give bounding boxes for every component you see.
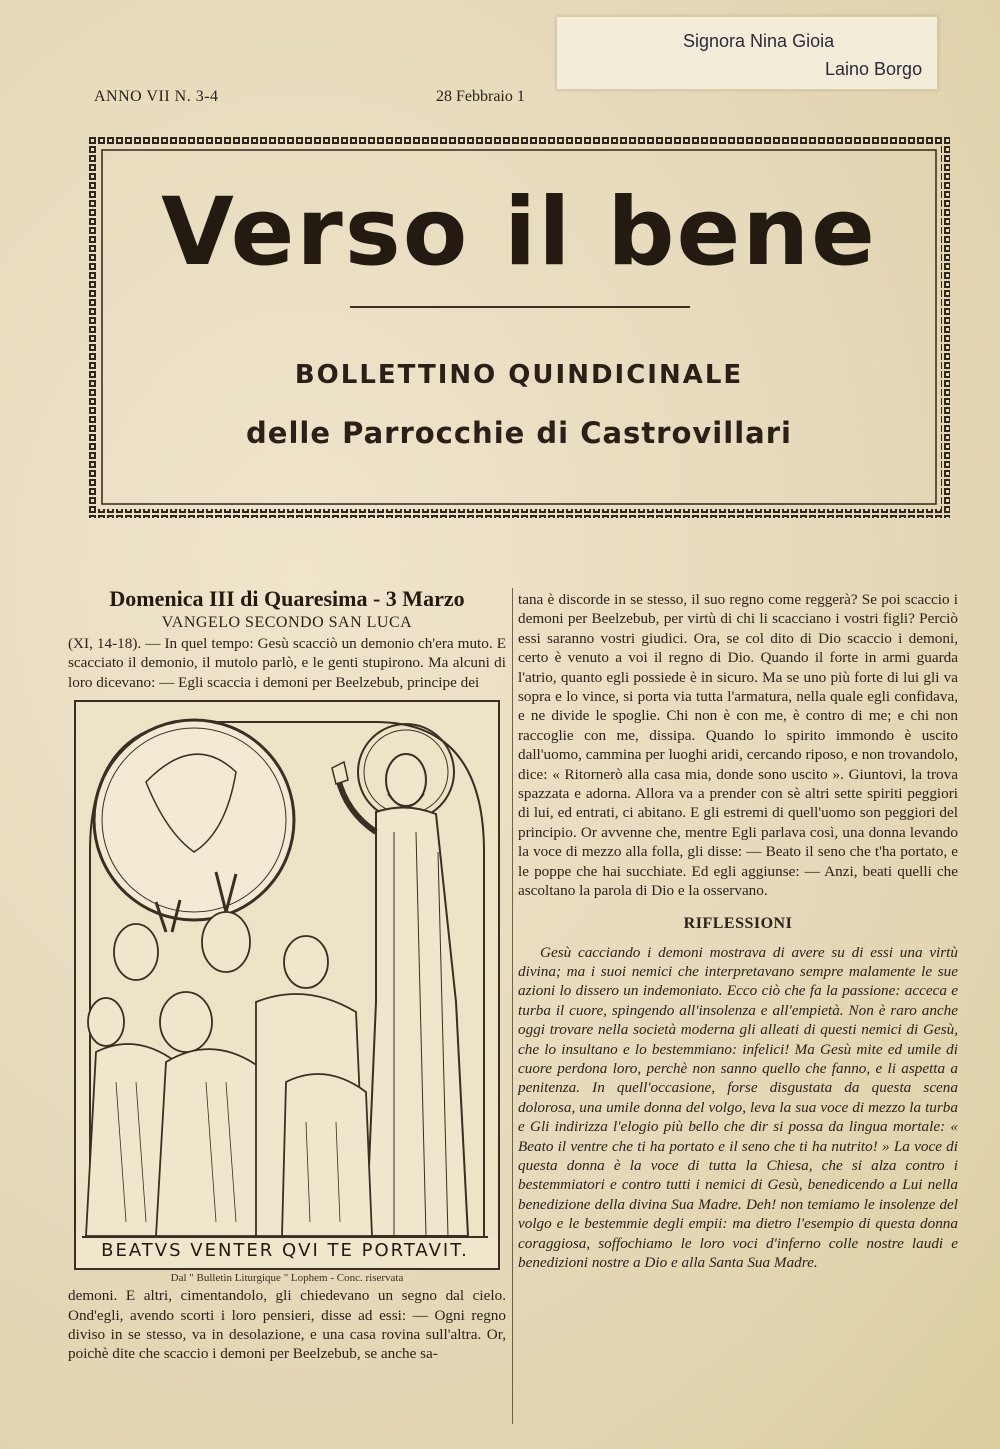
gospel-intro: (XI, 14-18). — In quel tempo: Gesù scacciò un demonio ch'era muto. E scacciato il demonio, il mutolo parlò, e le genti stupirono. Ma alcuni di loro dicevano: — Egli scaccia i demoni per Beelzebub, principe dei [68,635,506,691]
column-divider [512,588,513,1424]
reflections-text: Gesù cacciando i demoni mostrava di avere su di essi una virtù divina; ma i suoi nemici che interpretavano sempre malamente le sue azioni lo dissero un indemoniato. Ecco ciò che fa la passione: acceca e turba il cuore, spingendo all'insolenza e all'empietà. Non è raro anche oggi trovare nella società moderna gli alleati di questi nemici di Gesù, che lo insultano e lo bestemmiano: infelici! Ma Gesù mite ed umile di cuore perdona loro, perchè non sanno quello che fanno, e li aspetta a penitenza. In quell'occasione, forse disgustata da questa scena dolorosa, una umile donna del volgo, leva la sua voce di mezzo la turba e Gli indirizza l'elogio più bello che dir si possa da lingua mortale: « Beato il ventre che ti ha portato e il seno che ti ha nutrito! » La voce di questa donna è la voce di tutta la Chiesa, che si alza contro i bestemmiatori e contro tutti i nemici di Gesù, benedicendo a Lui nella benedizione della divina Sua Madre. Deh! non temiamo le insolenze del volgo e le bestemmie degli empii: ma dietro l'esempio di questa donna coraggiosa, soffochiamo le loro voci d'inferno colle nostre laudi e benedizioni nostre a Dio e alla Santa Sua Madre. [518,943,958,1271]
woodcut-illustration [74,700,500,1270]
recipient-name: Signora Nina Gioia [683,31,835,51]
newsletter-title: Verso il bene [161,178,877,287]
right-column [518,590,958,1272]
christ-preaching-image [76,702,498,1236]
masthead [88,136,950,518]
left-column [68,586,506,1364]
newsletter-parishes: delle Parrocchie di Castrovillari [246,416,792,450]
issue-date: 28 Febbraio 1 [436,88,525,105]
title-rule [350,306,690,308]
gospel-title: VANGELO SECONDO SAN LUCA [161,614,413,631]
newsletter-subtitle: BOLLETTINO QUINDICINALE [294,360,744,390]
recipient-town: Laino Borgo [825,59,923,79]
issue-number: ANNO VII N. 3-4 [94,88,219,105]
illustration-caption: BEATVS VENTER QVI TE PORTAVIT. [82,1236,488,1264]
gospel-continuation: demoni. E altri, cimentandolo, gli chiedevano un segno dal cielo. Ond'egli, avendo scorti i loro pensieri, disse ad essi: — Ogni regno diviso in se stesso, va in desolazione, e una casa rovina sull'altra. Or, poichè dite che scaccio i demoni per Beelzebub, se anche sa- [68,1287,506,1363]
gospel-right-text: tana è discorde in se stesso, il suo regno come reggerà? Se poi scaccio i demoni per Beelzebub, per virtù di chi li scacciano i vostri figli? Perciò essi saranno vostri giudici. Ora, se col dito di Dio scaccio i demoni, certo è venuto a voi il regno di Dio. Quando il forte in armi guarda l'atrio, quanto egli possiede è in sicuro. Ma se uno più forte di lui gli va sopra e lo vince, si porta via tutta l'armatura, nella quale egli confidava, e ne divide le spoglie. Chi non è con me, è contro di me; e chi non raccoglie con me, dissipa. Quando lo spirito immondo è uscito dall'uomo, cammina per luoghi aridi, cercando riposo, e non trovandolo, dice: « Ritornerò alla casa mia, donde sono uscito ». Giuntovi, la trova spazzata e adorna. Allora va a prender con sè altri sette spiriti peggiori di lui, ed entrati, ci abitano. E gli estremi di quell'uomo son peggiori del principio. Or avvenne che, mentre Egli parlava così, una donna levando la voce di mezzo alla folla, gli disse: — Beato il seno che t'ha portato, e le poppe che hai succhiate. Ed egli aggiunse: — Anzi, beati quelli che ascoltano la parola di Dio e la osservano. [518,591,958,900]
illustration-credit: Dal " Bulletin Liturgique " Lophem - Conc. riservata [170,1272,404,1285]
address-label [556,16,938,90]
reflections-heading: RIFLESSIONI [683,914,793,932]
sunday-title: Domenica III di Quaresima - 3 Marzo [109,586,465,611]
